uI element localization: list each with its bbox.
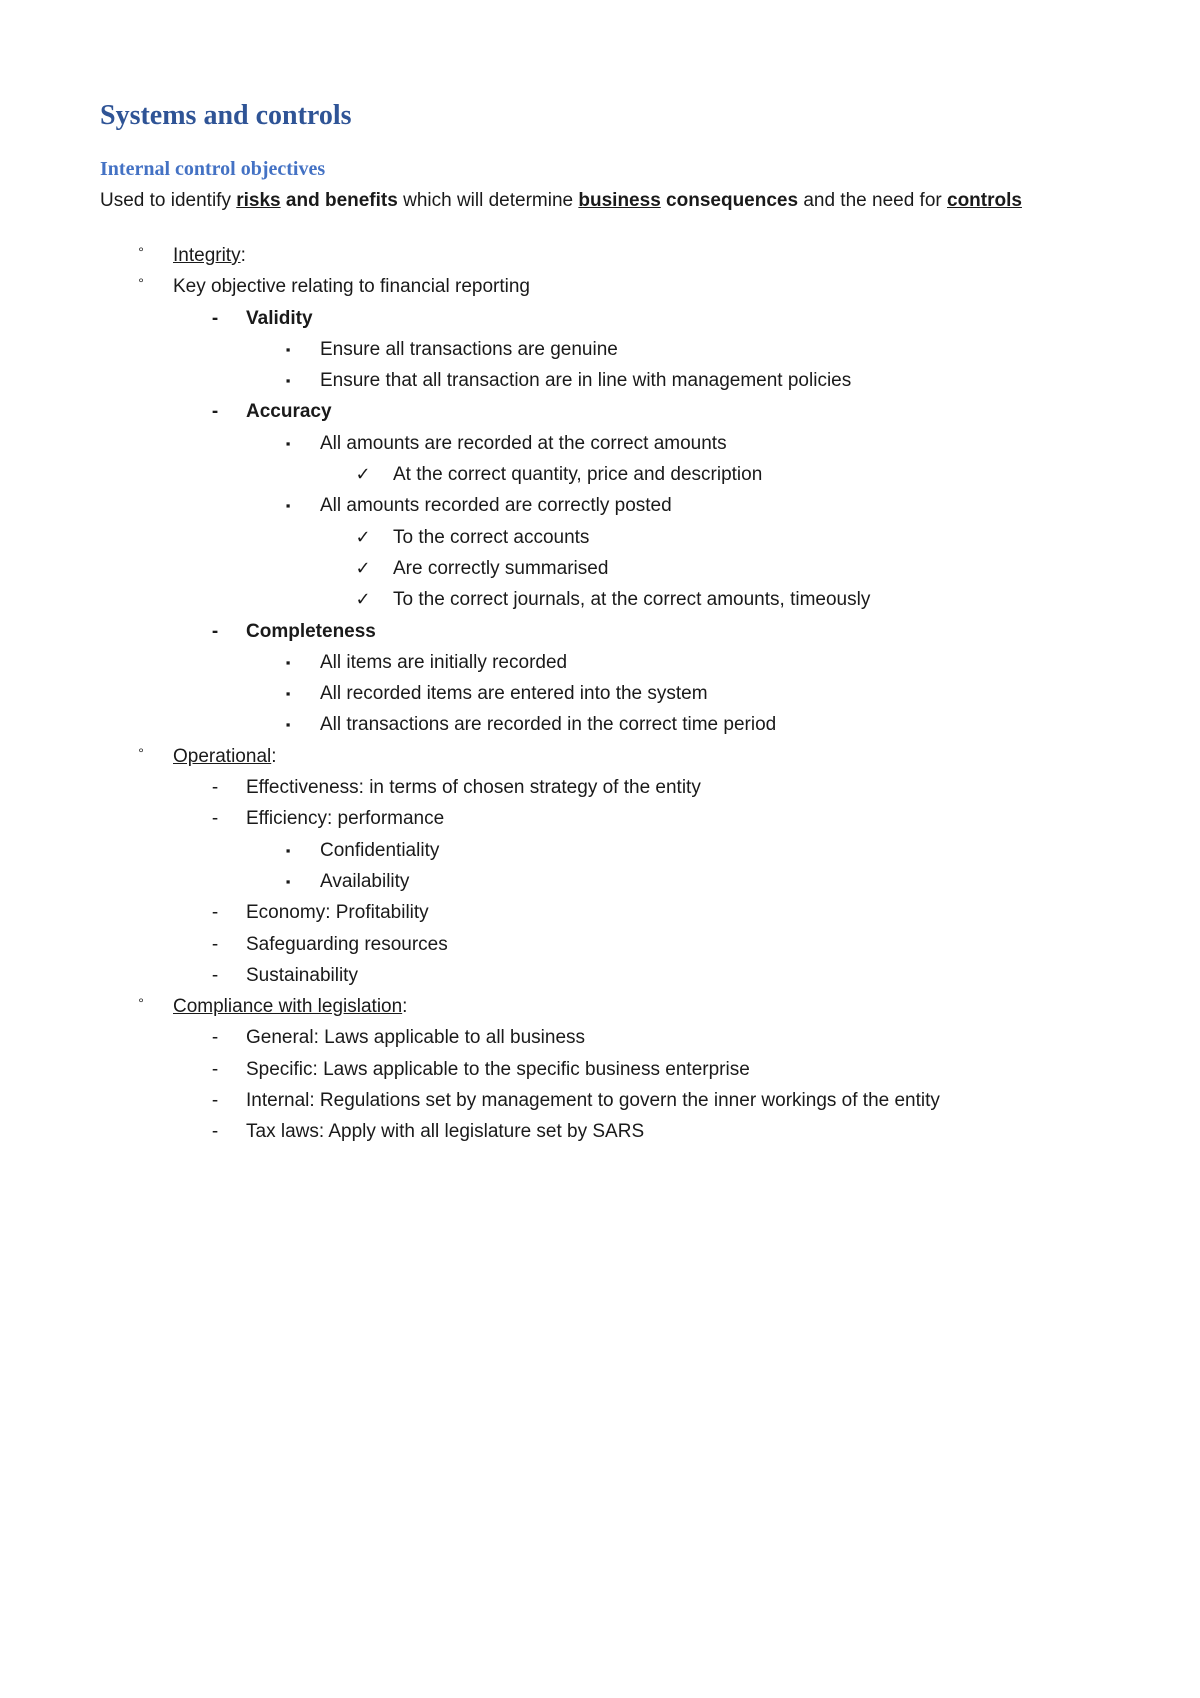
list-item — [0, 709, 1200, 740]
check-icon: ✓ — [355, 464, 371, 485]
intro-consequences: consequences — [666, 190, 799, 211]
intro-paragraph — [100, 189, 1022, 213]
list-item — [0, 678, 1200, 709]
item-key-objective: Key objective relating to financial reporting — [173, 276, 530, 298]
square-bullet-icon: ▪ — [285, 341, 291, 357]
item-text: To the correct accounts — [393, 526, 590, 548]
dash-bullet-icon: - — [211, 1090, 219, 1112]
dash-bullet-icon: - — [211, 620, 219, 642]
square-bullet-icon: ▪ — [285, 717, 291, 733]
item-accuracy: Accuracy — [246, 401, 332, 423]
square-bullet-icon: ▪ — [285, 498, 291, 514]
check-icon: ✓ — [355, 557, 371, 578]
list-item — [0, 741, 1200, 772]
item-text: All items are initially recorded — [320, 651, 568, 673]
list-item — [0, 303, 1200, 334]
dash-bullet-icon: - — [211, 401, 219, 423]
item-colon: : — [240, 245, 246, 266]
list-item — [0, 490, 1200, 521]
list-item — [0, 616, 1200, 647]
dash-bullet-icon: - — [211, 1121, 219, 1143]
item-text: Internal: Regulations set by management to govern the inner workings of the entity — [246, 1090, 940, 1112]
circle-bullet-icon: ° — [138, 244, 144, 260]
item-text: Sustainability — [246, 964, 358, 986]
list-item — [0, 772, 1200, 803]
dash-bullet-icon: - — [211, 902, 219, 924]
item-text: Safeguarding resources — [246, 933, 448, 955]
item-text: Ensure all transactions are genuine — [320, 338, 618, 360]
item-text: Specific: Laws applicable to the specific business enterprise — [246, 1058, 750, 1080]
list-item — [0, 553, 1200, 584]
item-text: Efficiency: performance — [246, 808, 445, 830]
item-text: At the correct quantity, price and description — [393, 464, 763, 486]
intro-business: business — [578, 190, 661, 211]
list-item — [0, 991, 1200, 1022]
dash-bullet-icon: - — [211, 307, 219, 329]
circle-bullet-icon: ° — [138, 275, 144, 292]
intro-text: Used to identify — [100, 190, 237, 211]
intro-risks: risks — [236, 190, 281, 211]
dash-bullet-icon: - — [211, 777, 219, 799]
item-validity: Validity — [246, 307, 313, 329]
item-text: All transactions are recorded in the correct time period — [320, 714, 777, 736]
list-item — [0, 271, 1200, 302]
dash-bullet-icon: - — [211, 1027, 219, 1049]
item-operational: Operational — [173, 745, 272, 767]
intro-benefits: and benefits — [285, 190, 398, 211]
list-item — [0, 1085, 1200, 1116]
list-item — [0, 240, 1200, 271]
item-completeness: Completeness — [246, 620, 376, 642]
item-text: Ensure that all transaction are in line with management policies — [320, 370, 852, 392]
item-colon: : — [271, 745, 277, 767]
item-text: All recorded items are entered into the system — [320, 683, 708, 705]
list-item — [0, 835, 1200, 866]
item-text: Confidentiality — [320, 839, 440, 861]
item-text: General: Laws applicable to all business — [246, 1027, 586, 1049]
list-item — [0, 522, 1200, 553]
item-text: Are correctly summarised — [393, 557, 609, 579]
item-integrity: Integrity — [173, 245, 241, 266]
objectives-list — [0, 240, 1200, 1148]
dash-bullet-icon: - — [211, 964, 219, 986]
list-item — [0, 365, 1200, 396]
list-item — [0, 803, 1200, 834]
item-colon: : — [402, 996, 408, 1018]
item-text: Tax laws: Apply with all legislature set by SARS — [246, 1121, 645, 1143]
dash-bullet-icon: - — [211, 808, 219, 830]
list-item — [0, 866, 1200, 897]
item-text: To the correct journals, at the correct amounts, timeously — [393, 589, 871, 611]
item-text: All amounts are recorded at the correct amounts — [320, 432, 727, 454]
list-item — [0, 960, 1200, 991]
list-item — [0, 929, 1200, 960]
dash-bullet-icon: - — [211, 933, 219, 955]
list-item — [0, 1116, 1200, 1147]
dash-bullet-icon: - — [211, 1058, 219, 1080]
item-compliance: Compliance with legislation — [173, 996, 403, 1018]
square-bullet-icon: ▪ — [285, 873, 291, 889]
square-bullet-icon: ▪ — [285, 654, 291, 670]
list-item — [0, 1054, 1200, 1085]
circle-bullet-icon: ° — [138, 744, 144, 761]
item-text: Economy: Profitability — [246, 902, 429, 924]
list-item — [0, 459, 1200, 490]
list-item — [0, 428, 1200, 459]
square-bullet-icon: ▪ — [285, 435, 291, 451]
item-text: Effectiveness: in terms of chosen strategy of the entity — [246, 777, 701, 799]
check-icon: ✓ — [355, 526, 371, 547]
item-text: Availability — [320, 870, 410, 892]
list-item — [0, 396, 1200, 427]
intro-text: which will determine — [397, 190, 579, 211]
list-item — [0, 584, 1200, 615]
list-item — [0, 897, 1200, 928]
intro-text: and the need for — [798, 190, 947, 211]
square-bullet-icon: ▪ — [285, 373, 291, 389]
intro-controls: controls — [947, 190, 1022, 211]
list-item — [0, 1022, 1200, 1053]
square-bullet-icon: ▪ — [285, 686, 291, 702]
square-bullet-icon: ▪ — [285, 842, 291, 858]
item-text: All amounts recorded are correctly posted — [320, 495, 672, 517]
circle-bullet-icon: ° — [138, 995, 144, 1012]
list-item — [0, 647, 1200, 678]
page-title: Systems and controls — [100, 100, 352, 131]
check-icon: ✓ — [355, 589, 371, 610]
section-heading: Internal control objectives — [100, 158, 326, 180]
list-item — [0, 334, 1200, 365]
